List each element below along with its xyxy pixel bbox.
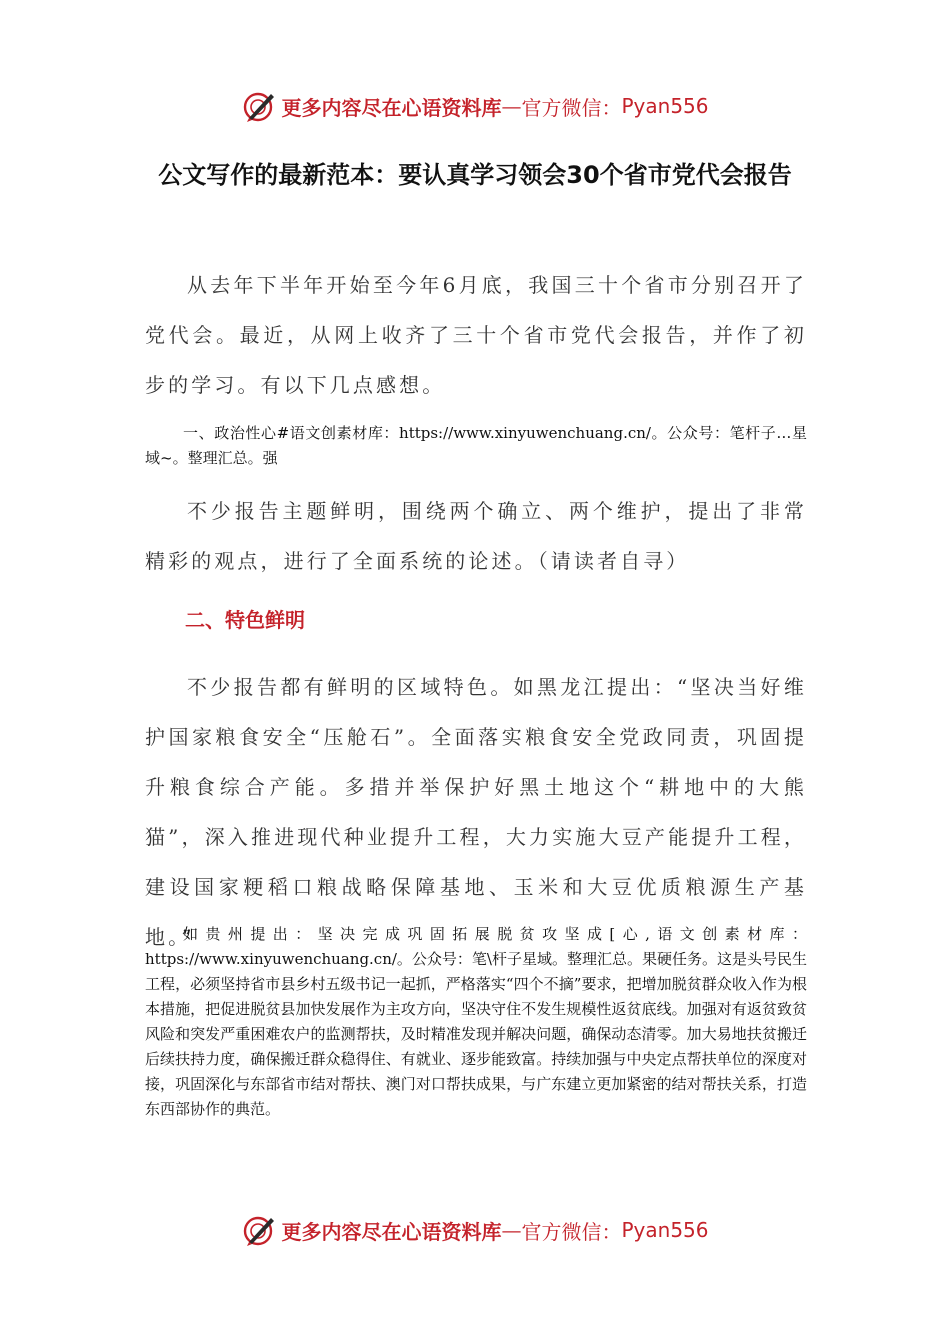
banner-wechat-label: 官方微信： (521, 95, 622, 120)
section1-body: 不少报告主题鲜明，围绕两个确立、两个维护，提出了非常精彩的观点，进行了全面系统的论述。（请读者自寻） (145, 499, 807, 573)
footer-banner (0, 1210, 950, 1250)
pen-logo-icon (241, 1212, 277, 1248)
banner-wechat-id: Pyan556 (621, 94, 709, 118)
document-title: 公文写作的最新范本：要认真学习领会30个省市党代会报告 (158, 161, 792, 189)
section2-heading: 二、特色鲜明 (185, 608, 305, 632)
intro-paragraph: 从去年下半年开始至今年6月底，我国三十个省市分别召开了党代会。最近，从网上收齐了三十个省市党代会报告，并作了初步的学习。有以下几点感想。 (145, 273, 807, 397)
guizhou-paragraph: 如贵州提出：坚决完成巩固拓展脱贫攻坚成[心,语文创素材库：https://www.xinyuwenchuang.cn/。公众号：笔\杆子星域。整理汇总。果硬任务。这是头号民生工程，必须坚持省市县乡村五级书记一起抓，严格落实“四个不摘”要求，把增加脱贫群众收入作为根本措施，把促进脱贫县加快发展作为主攻方向，坚决守住不发生规模性返贫底线。加强对有返贫致贫风险和突发严重困难农户的监测帮扶，及时精准发现并解决问题，确保动态清零。加大易地扶贫搬迁后续扶持力度，确保搬迁群众稳得住、有就业、逐步能致富。持续加强与中央定点帮扶单位的深度对接，巩固深化与东部省市结对帮扶、澳门对口帮扶成果，与广东建立更加紧密的结对帮扶关系，打造东西部协作的典范。 (145, 925, 807, 1118)
banner-separator: — (501, 94, 522, 118)
banner-wechat-label: 官方微信： (521, 1219, 622, 1244)
section1-line: 一、政治性心#语文创素材库：https://www.xinyuwenchuang.cn/。公众号：笔杆子…星域~。整理汇总。强 (145, 424, 807, 467)
section2-body: 不少报告都有鲜明的区域特色。如黑龙江提出：“坚决当好维护国家粮食安全“压舱石”。全面落实粮食安全党政同责，巩固提升粮食综合产能。多措并举保护好黑土地这个“耕地中的大熊猫”，深入推进现代种业提升工程，大力实施大豆产能提升工程，建设国家粳稻口粮战略保障基地、玉米和大豆优质粮源生产基地。” (145, 675, 807, 949)
pen-logo-icon (241, 88, 277, 124)
banner-wechat-id: Pyan556 (621, 1218, 709, 1242)
banner-text: 更多内容尽在心语资料库 (281, 1219, 502, 1244)
header-banner (0, 86, 950, 126)
banner-text: 更多内容尽在心语资料库 (281, 95, 502, 120)
banner-separator: — (501, 1218, 522, 1242)
